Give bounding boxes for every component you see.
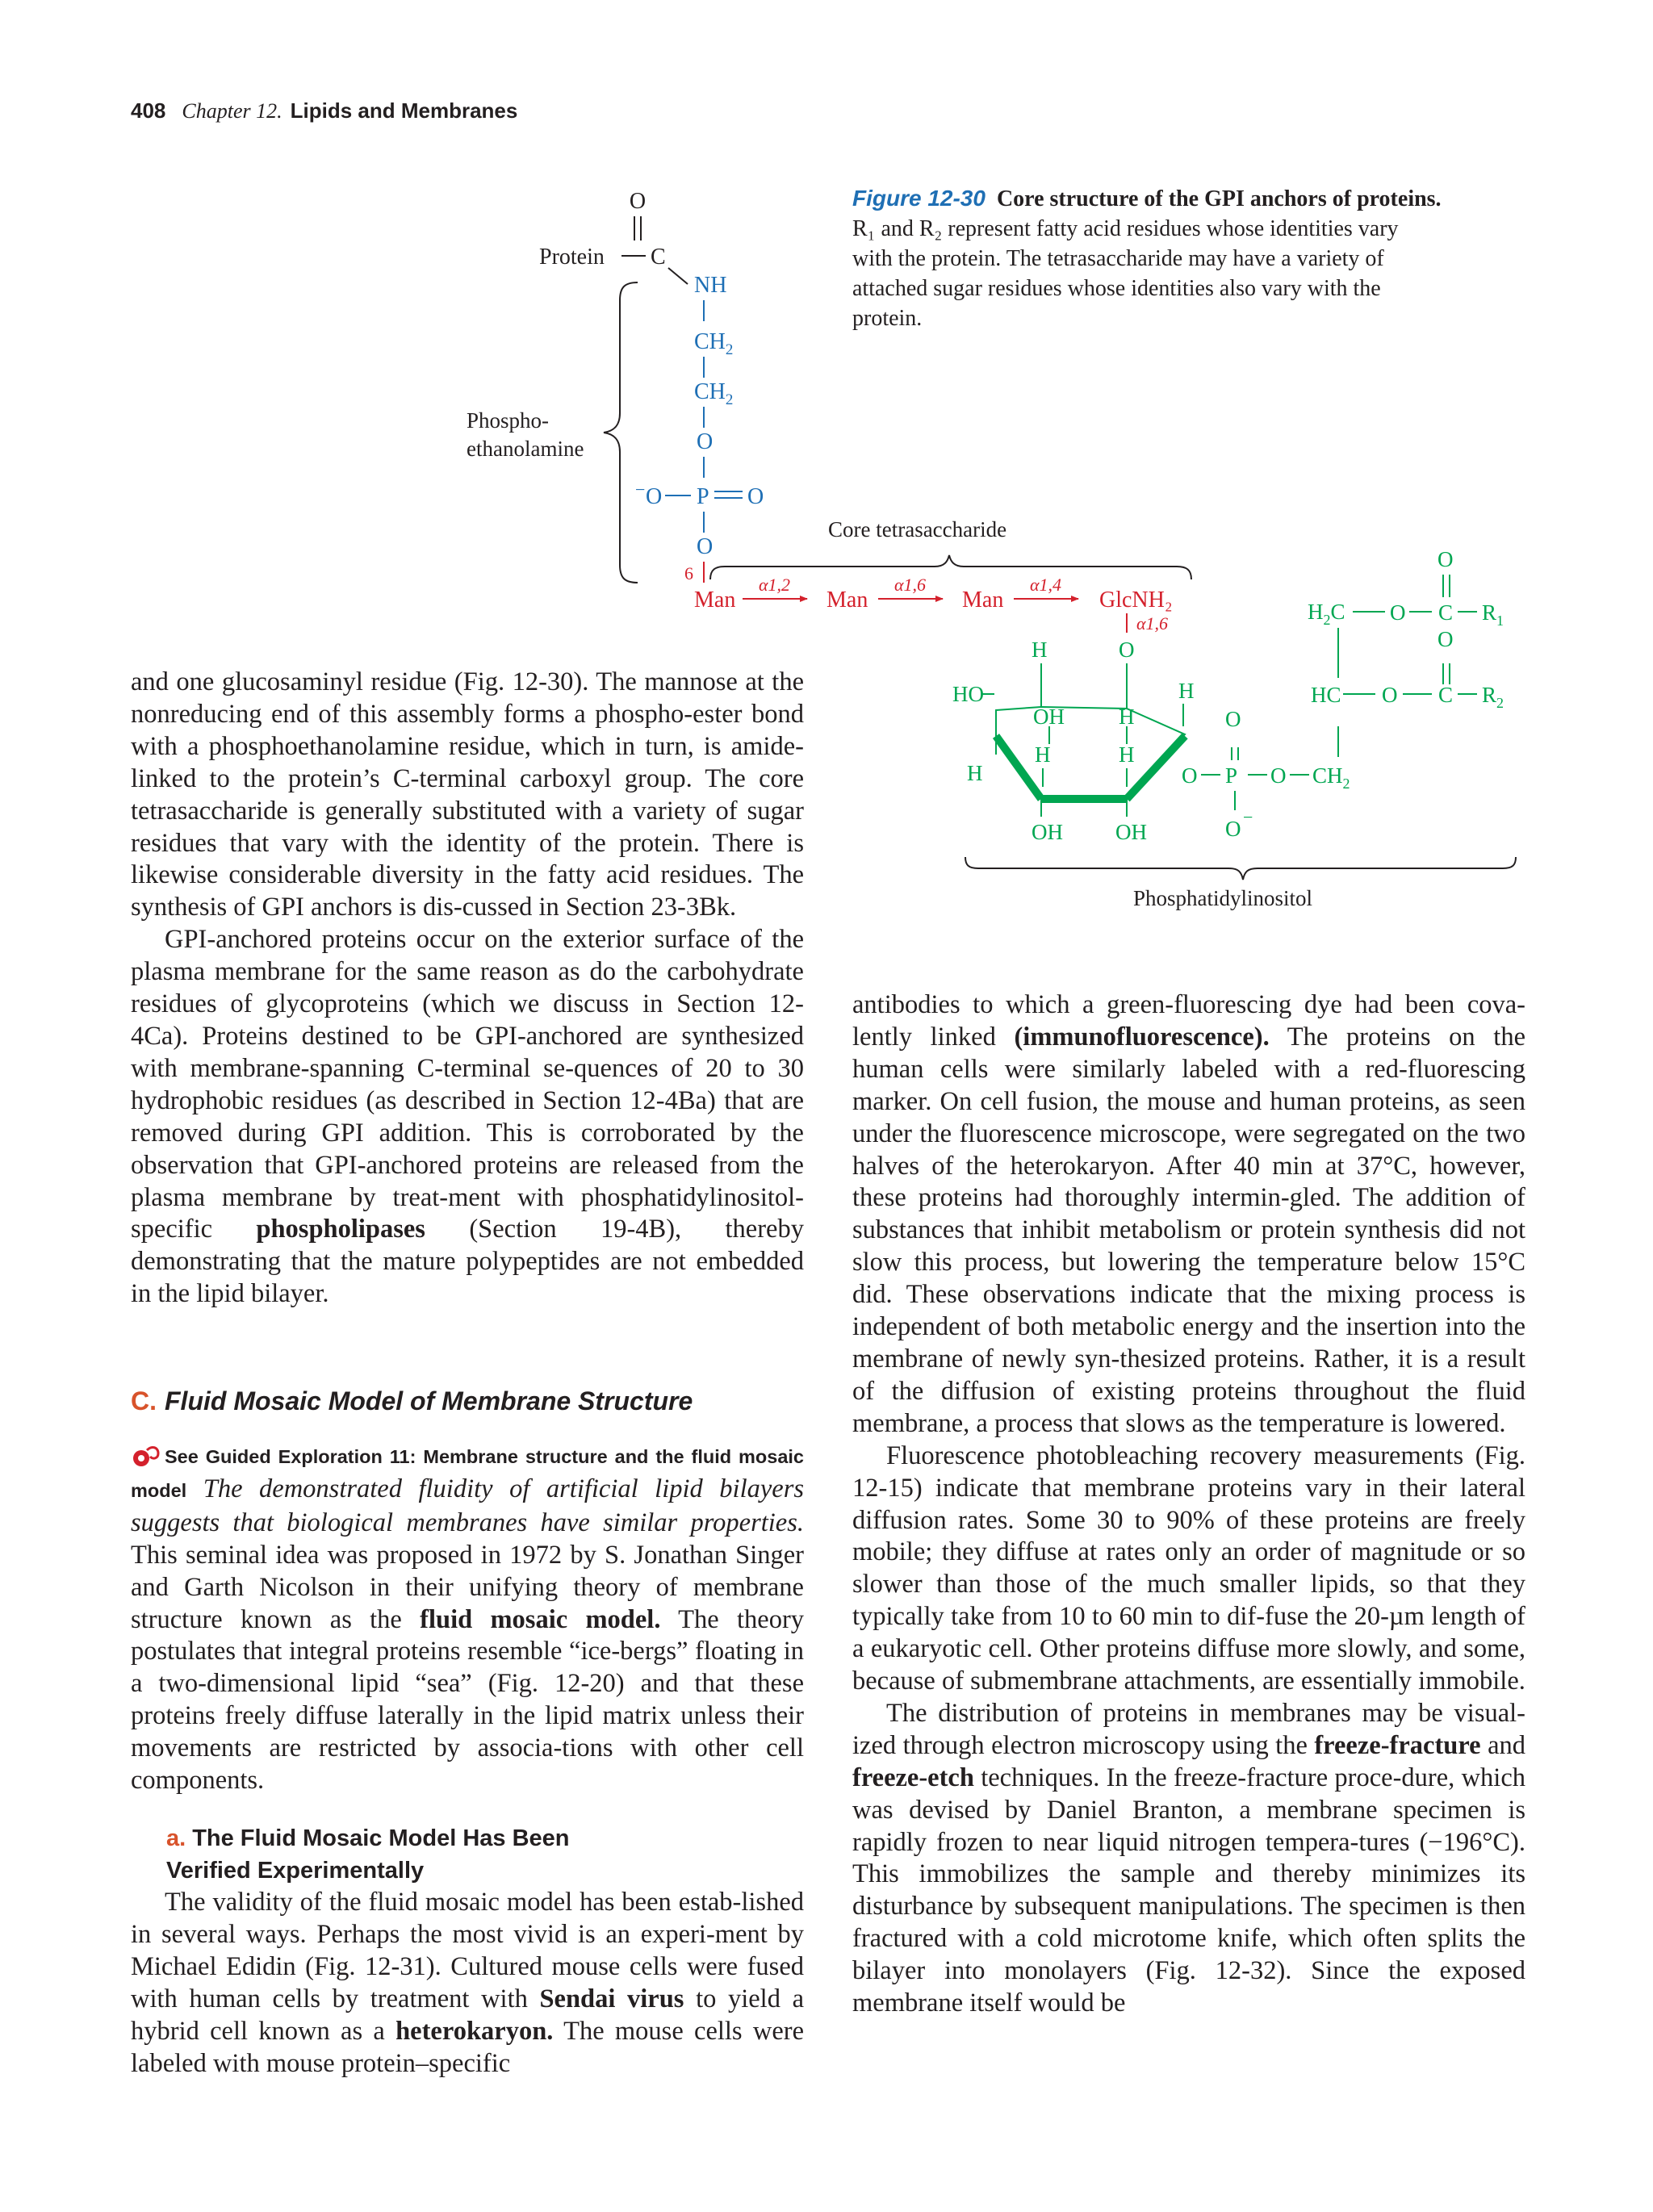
svg-text:OH: OH — [1033, 705, 1065, 729]
svg-text:O: O — [1437, 627, 1454, 651]
subsection-heading: a. The Fluid Mosaic Model Has Been Verified Experimentally — [166, 1825, 570, 1884]
svg-text:CH2: $CH_2$ — [694, 329, 734, 358]
section-heading: C. Fluid Mosaic Model of Membrane Structure — [131, 1386, 693, 1415]
phosphoethanolamine-brace — [604, 282, 638, 583]
figure-label: Figure 12-30 — [852, 186, 986, 211]
phosphoethanolamine-label-2: ethanolamine — [467, 437, 584, 461]
mannose-1: Man — [694, 587, 736, 613]
svg-text:−: − — [635, 479, 646, 500]
svg-text:O: O — [1225, 707, 1241, 731]
svg-text:H2C: $H_2C$ — [1308, 600, 1345, 628]
svg-text:CH2: $CH_2$ — [694, 379, 734, 408]
paragraph: GPI-anchored proteins occur on the exterior surface of the plasma membrane for the same reason as do the carbohydrate residues of glycoproteins (which we discuss in Section 12-4Ca). Proteins destined to be GPI-anchored are synthesized with membrane-spanning C-terminal se-quences of 20 to 30 hydrophobic residues (as described in Section 12-4Ba) that are removed during GPI addition. This is corroborated by the observation that GPI-anchored proteins are released from the plasma membrane by treat-ment with phosphatidylinositol-specific phospholipases (Section 19-4B), thereby demonstrating that the mature polypeptides are not embedded in the lipid bilayer. — [131, 925, 804, 1309]
paragraph: See Guided Exploration 11: Membrane structure and the fluid mosaic model The demonstrated fluidity of artificial lipid bilayers suggests that biological membranes have similar properties. This seminal idea was proposed in 1972 by S. Jonathan Singer and Garth Nicolson in their unifying theory of membrane structure known as the fluid mosaic model. The theory postulates that integral proteins resemble “ice-bergs” floating in a two-dimensional lipid “sea” (Fig. 12-20) and that these proteins freely diffuse laterally in the lipid matrix unless their movements are restricted by associa-tions with other cell components. — [131, 1440, 804, 1797]
caption-line: protein. — [852, 306, 923, 331]
chapter-label: Chapter 12. — [182, 99, 282, 123]
svg-text:H: H — [1035, 742, 1051, 767]
svg-text:O: O — [1182, 763, 1198, 788]
svg-text:P: P — [1225, 763, 1238, 788]
svg-text:OH: OH — [1032, 820, 1063, 844]
left-column-upper — [131, 667, 804, 1311]
phosphoethanolamine-chain — [635, 273, 764, 559]
glcn-linkage: α1,6 — [1136, 613, 1169, 633]
core-tetrasaccharide-label: Core tetrasaccharide — [828, 517, 1007, 542]
svg-text:O: O — [1437, 547, 1454, 571]
caption-line: attached sugar residues whose identities also vary with the — [852, 276, 1381, 301]
svg-text:O: O — [697, 534, 714, 559]
guided-exploration-icon — [131, 1444, 161, 1468]
left-column-bottom — [131, 1887, 804, 2080]
caption-line: with the protein. The tetrasaccharide may have a variety of — [852, 246, 1384, 271]
mannose-chain — [684, 562, 1173, 633]
figure-title: Core structure of the GPI anchors of proteins. — [996, 186, 1442, 211]
svg-text:O: O — [1390, 600, 1406, 625]
svg-text:O: O — [1119, 638, 1135, 662]
caption-line: R₁ and R₂ represent fatty acid residues whose identities vary — [852, 216, 1399, 241]
mannose-2: Man — [826, 587, 868, 613]
svg-text:H: H — [1178, 679, 1195, 703]
svg-text:H: H — [1119, 742, 1135, 767]
svg-text:HC: HC — [1311, 683, 1341, 707]
svg-text:H: H — [967, 761, 983, 785]
svg-text:O: O — [646, 484, 663, 509]
svg-text:C: C — [1438, 683, 1454, 707]
guided-exploration-link[interactable]: See Guided Exploration 11: Membrane structure and the fluid mosaic model — [131, 1446, 804, 1501]
paragraph: antibodies to which a green-fluorescing dye had been cova-lently linked (immunofluorescence). The proteins on the human cells were similarly labeled with a red-fluorescing marker. On cell fusion, the mouse and human proteins, as seen under the fluorescence microscope, were segregated on the two halves of the heterokaryon. After 40 min at 37°C, however, these proteins had thoroughly intermin-gled. The addition of substances that inhibit metabolism or protein synthesis did not slow this process, but lowering the temperature below 15°C did. These observations indicate that the mixing process is independent of both metabolic energy and the insertion into the membrane of newly syn-thesized proteins. Rather, it is a result of the diffusion of existing proteins throughout the fluid membrane, a process that slows as the temperature is lowered. — [852, 990, 1526, 1438]
left-column-lower — [131, 1440, 804, 1797]
svg-text:O: O — [629, 189, 647, 214]
svg-text:R1: $R_1$ — [1482, 600, 1504, 629]
linkage-3: α1,4 — [1030, 575, 1062, 595]
svg-text:O: O — [697, 429, 714, 454]
glucosamine: GlcNH₂ — [1099, 587, 1173, 613]
paragraph: Fluorescence photobleaching recovery measurements (Fig. 12-15) indicate that membrane proteins vary in their lateral diffusion rates. Some 30 to 90% of these proteins are freely mobile; they diffuse at rates only an order of magnitude or so slower than those of the much smaller lipids, so that they typically take from 10 to 60 min to dif-fuse the 20-µm length of a eukaryotic cell. Other proteins diffuse more slowly, and some, because of submembrane attachments, are essentially immobile. — [852, 1441, 1525, 1696]
svg-text:R2: $R_2$ — [1482, 683, 1504, 711]
svg-text:O: O — [1382, 683, 1398, 707]
svg-text:OH: OH — [1115, 820, 1147, 844]
mannose-3: Man — [962, 587, 1004, 613]
svg-text:O: O — [1225, 817, 1241, 841]
protein-label: Protein — [539, 245, 605, 270]
paragraph: and one glucosaminyl residue (Fig. 12-30). The mannose at the nonreducing end of this assembly forms a phospho-ester bond with a phosphoethanolamine residue, which in turn, is amide-linked to the protein’s C-terminal carboxyl group. The core tetrasaccharide is generally substituted with a variety of sugar residues that vary with the identity of the protein. There is likewise considerable diversity in the fatty acid residues. The synthesis of GPI anchors is dis-cussed in Section 23-3Bk. — [131, 667, 804, 922]
phosphatidylinositol-label: Phosphatidylinositol — [1133, 886, 1313, 910]
linkage-2: α1,6 — [894, 575, 927, 595]
svg-text:C: C — [1438, 600, 1454, 625]
phosphoethanolamine-label-1: Phospho- — [467, 408, 550, 433]
svg-text:H: H — [1119, 705, 1135, 729]
paragraph: The validity of the fluid mosaic model has been estab-lished in several ways. Perhaps the most vivid is an experi-ment by Michael Edidin (Fig. 12-31). Cultured mouse cells were fused with human cells by treatment with Sendai virus to yield a hybrid cell known as a heterokaryon. The mouse cells were labeled with mouse protein–specific — [131, 1888, 804, 2078]
svg-text:6: 6 — [684, 563, 693, 583]
svg-text:O: O — [1270, 763, 1287, 788]
linkage-1: α1,2 — [759, 575, 791, 595]
svg-text:C: C — [651, 245, 666, 270]
svg-text:H: H — [1032, 638, 1048, 662]
svg-text:CH2: $CH_2$ — [1312, 763, 1350, 792]
page-number: 408 — [131, 98, 166, 123]
svg-text:NH: NH — [694, 273, 727, 298]
protein-carbonyl — [539, 189, 688, 284]
svg-text:O: O — [747, 484, 764, 509]
svg-text:P: P — [697, 484, 709, 509]
svg-text:−: − — [1243, 807, 1253, 827]
phosphatidylinositol-brace — [965, 857, 1516, 880]
chapter-title: Lipids and Membranes — [290, 98, 518, 123]
svg-text:HO: HO — [952, 682, 984, 706]
right-column — [852, 989, 1525, 2020]
paragraph: The distribution of proteins in membranes may be visual-ized through electron microscopy using the freeze-fracture and freeze-etch techniques. In the freeze-fracture proce-dure, which was devised by Daniel Branton, a membrane specimen is rapidly frozen to near liquid nitrogen tempera-tures (−196°C). This immobilizes the sample and thereby minimizes its disturbance by subsequent manipulations. The specimen is then fractured with a cold microtome knife, which often splits the bilayer into monolayers (Fig. 12-32). Since the exposed membrane itself would be — [852, 1698, 1525, 2018]
